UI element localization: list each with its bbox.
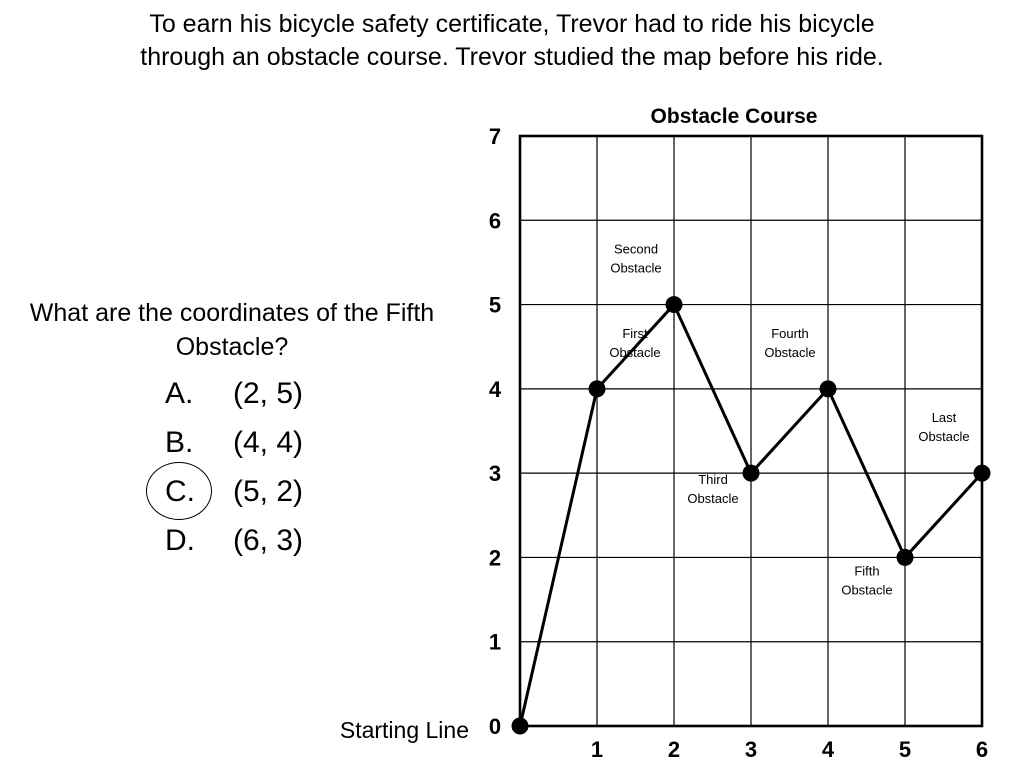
obstacle-label-line: Obstacle — [764, 344, 816, 360]
choice-value: (6, 3) — [233, 524, 304, 557]
obstacle-label-line: Fourth — [771, 325, 809, 341]
obstacle-label-line: Second — [613, 241, 659, 257]
course-segment — [751, 389, 828, 473]
obstacle-label — [841, 563, 892, 597]
y-tick-label: 5 — [488, 292, 502, 318]
obstacle-label — [687, 472, 738, 506]
x-tick-label: 5 — [898, 737, 912, 762]
y-tick-label: 0 — [488, 714, 502, 739]
obstacle-label — [764, 326, 815, 360]
obstacle-label-line: Obstacle — [841, 582, 893, 598]
y-tick-label: 7 — [488, 124, 502, 149]
intro-line-2: through an obstacle course. Trevor studied the map before his ride. — [140, 43, 884, 71]
y-tick-label: 3 — [488, 461, 502, 487]
choice-letter: B. — [165, 426, 194, 459]
obstacle-label-line: Third — [698, 472, 728, 488]
course-point — [820, 380, 837, 397]
course-segment — [905, 473, 982, 557]
obstacle-label-line: Fifth — [854, 563, 880, 579]
obstacle-label — [918, 410, 969, 444]
choice-letter: C. — [165, 475, 195, 508]
obstacle-label-line: Last — [931, 410, 957, 426]
obstacle-label-line: Obstacle — [918, 429, 970, 445]
obstacle-label — [609, 326, 660, 360]
y-tick-label: 1 — [488, 629, 502, 655]
choice-value: (2, 5) — [233, 377, 304, 410]
course-point — [743, 465, 760, 482]
chart-title: Obstacle Course — [650, 105, 818, 128]
x-tick-label: 6 — [975, 737, 989, 762]
choice-value: (4, 4) — [233, 426, 304, 459]
choice-letter: D. — [165, 524, 195, 557]
obstacle-label-line: Obstacle — [610, 260, 662, 276]
course-point — [589, 380, 606, 397]
starting-line-label: Starting Line — [339, 717, 469, 743]
obstacle-label — [610, 242, 661, 276]
obstacle-label-line: First — [622, 325, 648, 341]
y-tick-label: 6 — [488, 208, 502, 234]
y-tick-label: 2 — [488, 545, 502, 571]
x-tick-label: 4 — [821, 737, 835, 762]
course-point — [666, 296, 683, 313]
x-tick-label: 1 — [590, 737, 604, 762]
x-tick-label: 3 — [744, 737, 758, 762]
x-tick-label: 2 — [667, 737, 681, 762]
y-tick-label: 4 — [488, 376, 502, 402]
question-text: What are the coordinates of the Fifth Obstacle? — [29, 299, 435, 361]
obstacle-label-line: Obstacle — [687, 491, 739, 507]
obstacle-label-line: Obstacle — [609, 344, 661, 360]
course-point — [974, 465, 991, 482]
intro-line-1: To earn his bicycle safety certificate, Trevor had to ride his bicycle — [149, 10, 875, 38]
choice-value: (5, 2) — [233, 475, 304, 508]
course-point — [897, 549, 914, 566]
choice-letter: A. — [165, 377, 194, 410]
course-point — [512, 718, 529, 735]
